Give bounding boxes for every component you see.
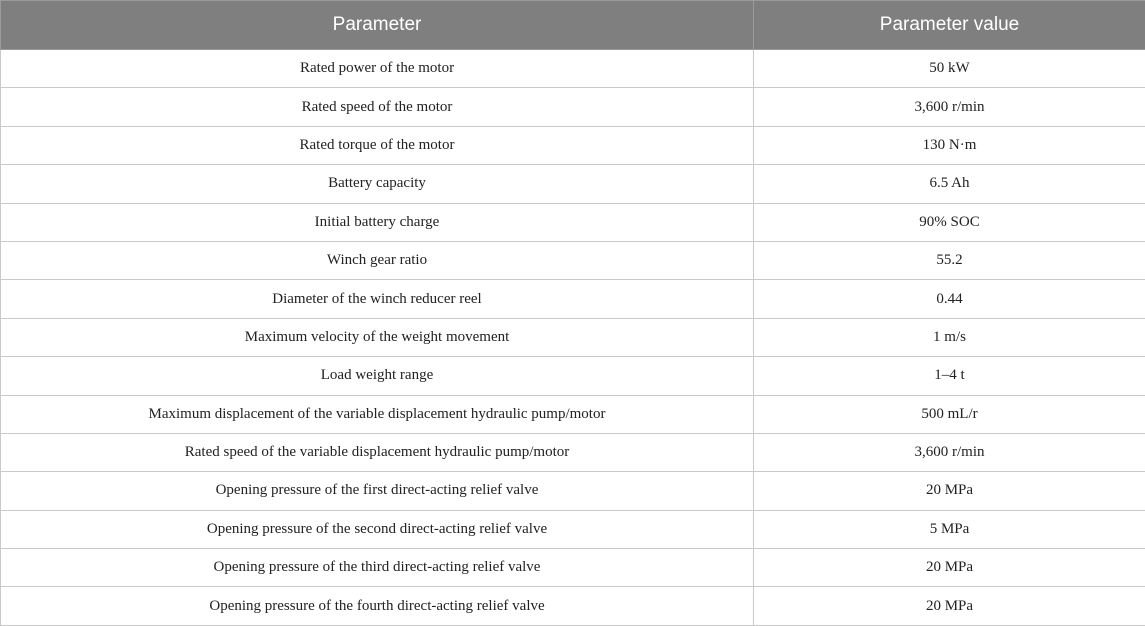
- table-row: [1, 587, 1145, 625]
- parameter-cell: Opening pressure of the first direct-acting relief valve: [1, 472, 754, 510]
- value-cell: 3,600 r/min: [754, 88, 1145, 126]
- table-row: [1, 510, 1145, 548]
- value-cell: 3,600 r/min: [754, 433, 1145, 471]
- parameter-cell: Load weight range: [1, 357, 754, 395]
- parameter-cell: Opening pressure of the third direct-acting relief valve: [1, 549, 754, 587]
- parameter-cell: Battery capacity: [1, 165, 754, 203]
- value-cell: 55.2: [754, 241, 1145, 279]
- parameter-cell: Initial battery charge: [1, 203, 754, 241]
- column-header-parameter-value: Parameter value: [754, 1, 1145, 50]
- parameter-cell: Winch gear ratio: [1, 241, 754, 279]
- parameter-cell: Rated speed of the motor: [1, 88, 754, 126]
- value-cell: 90% SOC: [754, 203, 1145, 241]
- table-row: [1, 318, 1145, 356]
- value-cell: 6.5 Ah: [754, 165, 1145, 203]
- value-cell: 5 MPa: [754, 510, 1145, 548]
- table-row: [1, 50, 1145, 88]
- value-cell: 1 m/s: [754, 318, 1145, 356]
- value-cell: 20 MPa: [754, 472, 1145, 510]
- parameter-cell: Opening pressure of the fourth direct-acting relief valve: [1, 587, 754, 625]
- table-row: [1, 88, 1145, 126]
- value-cell: 500 mL/r: [754, 395, 1145, 433]
- table-header: [1, 1, 1145, 50]
- parameter-cell: Rated power of the motor: [1, 50, 754, 88]
- value-cell: 1–4 t: [754, 357, 1145, 395]
- value-cell: 50 kW: [754, 50, 1145, 88]
- table-row: [1, 549, 1145, 587]
- value-cell: 130 N·m: [754, 126, 1145, 164]
- parameter-cell: Rated speed of the variable displacement hydraulic pump/motor: [1, 433, 754, 471]
- table-row: [1, 241, 1145, 279]
- table-row: [1, 165, 1145, 203]
- parameter-cell: Opening pressure of the second direct-acting relief valve: [1, 510, 754, 548]
- parameter-cell: Maximum velocity of the weight movement: [1, 318, 754, 356]
- table-row: [1, 203, 1145, 241]
- parameter-cell: Maximum displacement of the variable displacement hydraulic pump/motor: [1, 395, 754, 433]
- header-row: [1, 1, 1145, 50]
- table-row: [1, 126, 1145, 164]
- value-cell: 0.44: [754, 280, 1145, 318]
- table-row: [1, 357, 1145, 395]
- table-row: [1, 472, 1145, 510]
- table-row: [1, 280, 1145, 318]
- table-row: [1, 433, 1145, 471]
- table-row: [1, 395, 1145, 433]
- parameter-cell: Diameter of the winch reducer reel: [1, 280, 754, 318]
- value-cell: 20 MPa: [754, 587, 1145, 625]
- value-cell: 20 MPa: [754, 549, 1145, 587]
- parameter-cell: Rated torque of the motor: [1, 126, 754, 164]
- column-header-parameter: Parameter: [1, 1, 754, 50]
- table-body: [1, 50, 1145, 626]
